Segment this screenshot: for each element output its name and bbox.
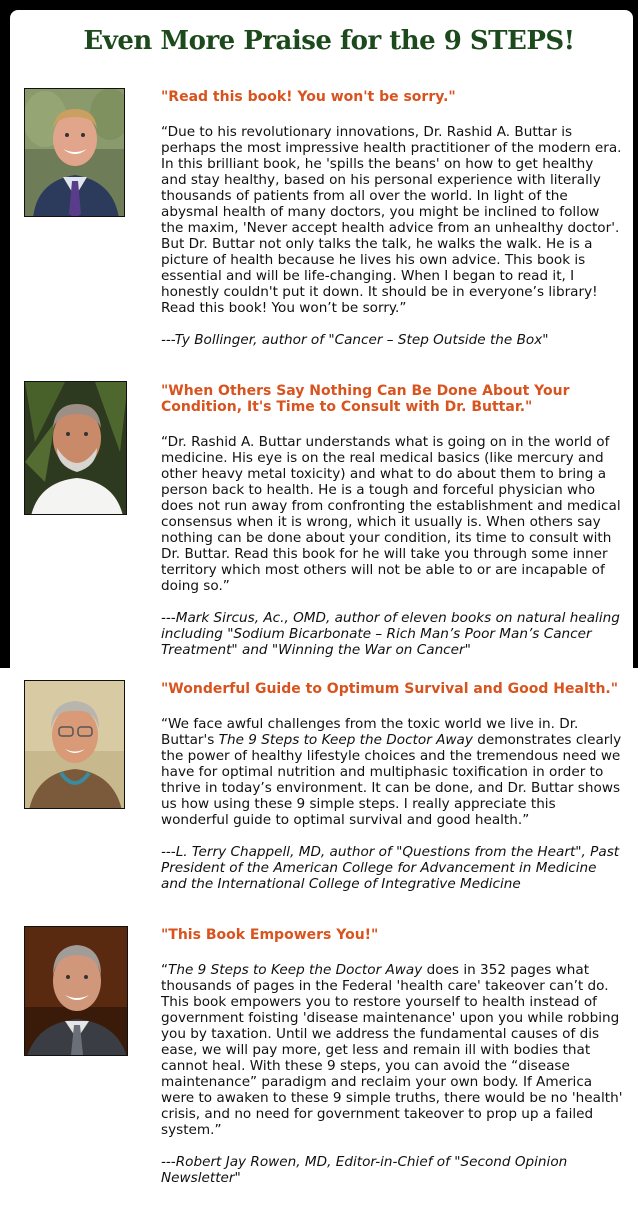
testimonial-headline: "When Others Say Nothing Can Be Done About Your Condition, It's Time to Consult with Dr. Buttar." (161, 383, 570, 415)
testimonial-headline: "Read this book! You won't be sorry." (161, 89, 456, 105)
testimonial-headline: "This Book Empowers You!" (161, 927, 379, 943)
author-photo (24, 926, 128, 1056)
testimonial-attribution: ---Mark Sircus, Ac., OMD, author of eleven books on natural healing including "Sodium Bicarbonate – Rich Man’s Poor Man’s Cancer Treatment" and "Winning the War on Cancer" (161, 610, 620, 658)
author-photo (24, 381, 127, 515)
quote-text: demonstrates clearly the power of healthy lifestyle choices and the tremendous need we have for optimal nutrition and multiphasic toxification in order to thrive in today’s environment. It can be done, and Dr. Buttar shows us how using these 9 simple steps. I really appreciate this wonderful guide to optimal survival and good health.” (161, 732, 622, 828)
quote-text: “ (161, 962, 169, 978)
book-title: The 9 Steps to Keep the Doctor Away (218, 732, 473, 748)
book-title: The 9 Steps to Keep the Doctor Away (168, 962, 423, 978)
testimonial-headline: "Wonderful Guide to Optimum Survival and Good Health." (161, 681, 619, 697)
page-title: Even More Praise for the 9 STEPS! (83, 26, 575, 56)
author-photo (24, 680, 125, 809)
testimonial-quote: “Dr. Rashid A. Buttar understands what is going on in the world of medicine. His eye is on the real medical basics (like mercury and other heavy metal toxicity) and what to do about them to bring a person back to health. He is a tough and forceful physician who does not run away from confronting the establishment and medical consensus when it is wrong, which it usually is. When others say nothing can be done about your condition, its time to consult with Dr. Buttar. Read this book for he will take you through some inner territory which most others will not be able to or are incapable of doing so.” (161, 434, 621, 594)
author-photo (24, 88, 125, 217)
testimonial-quote (161, 716, 623, 828)
quote-text: does in 352 pages what thousands of pages in the Federal 'health care' takeover can’t do. This book empowers you to restore yourself to health instead of government foisting 'disease maintenance' upon you while robbing you by taxation. Until we address the fundamental causes of dis ease, we will pay more, get less and remain ill with bodies that cannot heal. With these 9 steps, you can avoid the “disease maintenance” paradigm and reclaim your own body. If America were to awaken to these 9 simple truths, there would be no 'health' crisis, and no need for government takeover to prop up a failed system.” (161, 962, 623, 1138)
testimonial-attribution: ---Ty Bollinger, author of "Cancer – Step Outside the Box" (161, 332, 549, 348)
testimonial-attribution: ---L. Terry Chappell, MD, author of "Questions from the Heart", Past President of the American College for Advancement in Medicine and the International College of Integrative Medicine (161, 844, 620, 892)
testimonial-quote (161, 962, 623, 1138)
testimonial-quote: “Due to his revolutionary innovations, Dr. Rashid A. Buttar is perhaps the most impressive health practitioner of the modern era. In this brilliant book, he 'spills the beans' on how to get healthy and stay healthy, based on his personal experience with literally thousands of patients from all over the world. In light of the abysmal health of many doctors, you might be inclined to follow the maxim, 'Never accept health advice from an unhealthy doctor'. But Dr. Buttar not only talks the talk, he walks the walk. He is a picture of health because he lives his own advice. This book is essential and will be life-changing. When I began to read it, I honestly couldn't put it down. It should be in everyone’s library! Read this book! You won’t be sorry.” (161, 124, 622, 316)
quote-text: “We face awful challenges from the toxic world we live in. Dr. Buttar's (161, 716, 579, 748)
testimonial-attribution: ---Robert Jay Rowen, MD, Editor-in-Chief of "Second Opinion Newsletter" (161, 1154, 568, 1186)
